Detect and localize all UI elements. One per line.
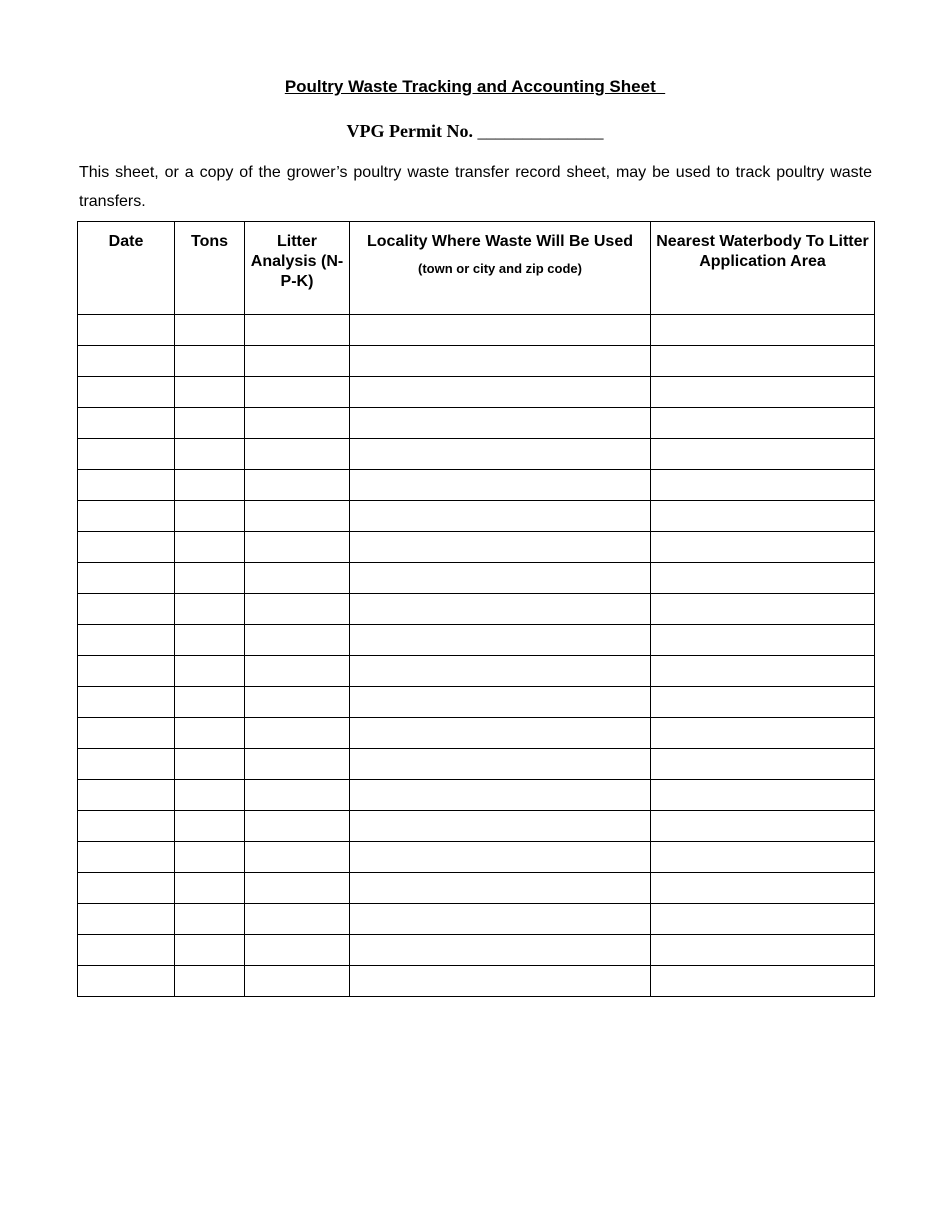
- cell-litter-analysis[interactable]: [245, 470, 350, 501]
- cell-tons[interactable]: [175, 718, 245, 749]
- table-row: [78, 718, 875, 749]
- cell-litter-analysis[interactable]: [245, 811, 350, 842]
- table-row: [78, 687, 875, 718]
- cell-date[interactable]: [78, 594, 175, 625]
- cell-waterbody[interactable]: [651, 563, 875, 594]
- cell-date[interactable]: [78, 780, 175, 811]
- permit-label: VPG Permit No.: [346, 121, 473, 141]
- cell-tons[interactable]: [175, 904, 245, 935]
- cell-date[interactable]: [78, 842, 175, 873]
- cell-date[interactable]: [78, 749, 175, 780]
- cell-litter-analysis[interactable]: [245, 935, 350, 966]
- cell-tons[interactable]: [175, 935, 245, 966]
- cell-tons[interactable]: [175, 377, 245, 408]
- cell-waterbody[interactable]: [651, 532, 875, 563]
- cell-litter-analysis[interactable]: [245, 625, 350, 656]
- cell-tons[interactable]: [175, 656, 245, 687]
- cell-locality[interactable]: [350, 501, 651, 532]
- cell-locality[interactable]: [350, 439, 651, 470]
- cell-date[interactable]: [78, 966, 175, 997]
- cell-locality[interactable]: [350, 408, 651, 439]
- cell-waterbody[interactable]: [651, 935, 875, 966]
- table-row: [78, 532, 875, 563]
- cell-date[interactable]: [78, 470, 175, 501]
- cell-date[interactable]: [78, 873, 175, 904]
- cell-date[interactable]: [78, 811, 175, 842]
- cell-litter-analysis[interactable]: [245, 873, 350, 904]
- table-row: [78, 966, 875, 997]
- table-row: [78, 904, 875, 935]
- cell-tons[interactable]: [175, 470, 245, 501]
- document-title: [0, 76, 950, 98]
- table-row: [78, 501, 875, 532]
- cell-litter-analysis[interactable]: [245, 594, 350, 625]
- cell-tons[interactable]: [175, 563, 245, 594]
- cell-waterbody[interactable]: [651, 470, 875, 501]
- cell-tons[interactable]: [175, 501, 245, 532]
- table-row: [78, 935, 875, 966]
- cell-litter-analysis[interactable]: [245, 718, 350, 749]
- cell-tons[interactable]: [175, 966, 245, 997]
- cell-tons[interactable]: [175, 811, 245, 842]
- header-date: Date: [78, 222, 175, 315]
- cell-locality[interactable]: [350, 873, 651, 904]
- cell-date[interactable]: [78, 315, 175, 346]
- table-row: [78, 377, 875, 408]
- cell-tons[interactable]: [175, 842, 245, 873]
- cell-date[interactable]: [78, 377, 175, 408]
- cell-date[interactable]: [78, 904, 175, 935]
- header-waterbody: [651, 222, 875, 315]
- cell-tons[interactable]: [175, 873, 245, 904]
- header-tons: Tons: [175, 222, 245, 315]
- permit-number-line: [0, 120, 950, 142]
- cell-date[interactable]: [78, 656, 175, 687]
- cell-waterbody[interactable]: [651, 439, 875, 470]
- cell-waterbody[interactable]: [651, 749, 875, 780]
- cell-date[interactable]: [78, 563, 175, 594]
- table-body: [78, 315, 875, 997]
- cell-waterbody[interactable]: [651, 346, 875, 377]
- table-row: [78, 749, 875, 780]
- document-title-text: Poultry Waste Tracking and Accounting Sheet: [284, 77, 666, 96]
- cell-locality[interactable]: [350, 780, 651, 811]
- permit-number-blank[interactable]: ______________: [477, 121, 604, 141]
- cell-litter-analysis[interactable]: [245, 780, 350, 811]
- table-row: [78, 470, 875, 501]
- cell-locality[interactable]: [350, 563, 651, 594]
- cell-date[interactable]: [78, 346, 175, 377]
- cell-litter-analysis[interactable]: [245, 842, 350, 873]
- tracking-table: [77, 221, 875, 997]
- header-litter-analysis: [245, 222, 350, 315]
- cell-locality[interactable]: [350, 935, 651, 966]
- intro-paragraph: This sheet, or a copy of the grower’s poultry waste transfer record sheet, may be used to track poultry waste transfers.: [79, 164, 872, 210]
- cell-locality[interactable]: [350, 315, 651, 346]
- cell-waterbody[interactable]: [651, 625, 875, 656]
- cell-waterbody[interactable]: [651, 811, 875, 842]
- cell-tons[interactable]: [175, 346, 245, 377]
- cell-locality[interactable]: [350, 377, 651, 408]
- cell-locality[interactable]: [350, 656, 651, 687]
- cell-date[interactable]: [78, 687, 175, 718]
- cell-locality[interactable]: [350, 749, 651, 780]
- cell-locality[interactable]: [350, 904, 651, 935]
- table-row: [78, 873, 875, 904]
- cell-date[interactable]: [78, 625, 175, 656]
- cell-waterbody[interactable]: [651, 408, 875, 439]
- cell-litter-analysis[interactable]: [245, 563, 350, 594]
- cell-litter-analysis[interactable]: [245, 656, 350, 687]
- table-row: [78, 656, 875, 687]
- cell-locality[interactable]: [350, 625, 651, 656]
- cell-tons[interactable]: [175, 439, 245, 470]
- cell-litter-analysis[interactable]: [245, 501, 350, 532]
- cell-date[interactable]: [78, 439, 175, 470]
- table-row: [78, 439, 875, 470]
- cell-waterbody[interactable]: [651, 501, 875, 532]
- cell-waterbody[interactable]: [651, 377, 875, 408]
- cell-litter-analysis[interactable]: [245, 532, 350, 563]
- cell-tons[interactable]: [175, 687, 245, 718]
- cell-waterbody[interactable]: [651, 966, 875, 997]
- cell-waterbody[interactable]: [651, 904, 875, 935]
- cell-waterbody[interactable]: [651, 842, 875, 873]
- header-locality: [350, 222, 651, 315]
- cell-waterbody[interactable]: [651, 873, 875, 904]
- table-row: [78, 594, 875, 625]
- cell-litter-analysis[interactable]: [245, 408, 350, 439]
- cell-waterbody[interactable]: [651, 315, 875, 346]
- cell-litter-analysis[interactable]: [245, 687, 350, 718]
- table-row: [78, 346, 875, 377]
- cell-litter-analysis[interactable]: [245, 749, 350, 780]
- cell-date[interactable]: [78, 718, 175, 749]
- cell-litter-analysis[interactable]: [245, 904, 350, 935]
- cell-locality[interactable]: [350, 842, 651, 873]
- cell-locality[interactable]: [350, 811, 651, 842]
- cell-locality[interactable]: [350, 687, 651, 718]
- cell-date[interactable]: [78, 935, 175, 966]
- header-locality-text: Locality Where Waste Will Be Used: [367, 233, 633, 250]
- cell-litter-analysis[interactable]: [245, 439, 350, 470]
- cell-tons[interactable]: [175, 532, 245, 563]
- cell-tons[interactable]: [175, 594, 245, 625]
- table-row: [78, 563, 875, 594]
- cell-date[interactable]: [78, 408, 175, 439]
- cell-locality[interactable]: [350, 346, 651, 377]
- table-row: [78, 842, 875, 873]
- cell-litter-analysis[interactable]: [245, 377, 350, 408]
- table-row: [78, 408, 875, 439]
- cell-waterbody[interactable]: [651, 687, 875, 718]
- cell-tons[interactable]: [175, 408, 245, 439]
- cell-locality[interactable]: [350, 594, 651, 625]
- cell-locality[interactable]: [350, 718, 651, 749]
- table-row: [78, 780, 875, 811]
- table-header-row: [78, 222, 875, 315]
- cell-date[interactable]: [78, 501, 175, 532]
- table-row: [78, 811, 875, 842]
- cell-litter-analysis[interactable]: [245, 966, 350, 997]
- table-row: [78, 625, 875, 656]
- table-row: [78, 315, 875, 346]
- cell-waterbody[interactable]: [651, 594, 875, 625]
- cell-locality[interactable]: [350, 532, 651, 563]
- cell-locality[interactable]: [350, 470, 651, 501]
- cell-litter-analysis[interactable]: [245, 346, 350, 377]
- cell-waterbody[interactable]: [651, 780, 875, 811]
- cell-tons[interactable]: [175, 780, 245, 811]
- cell-tons[interactable]: [175, 625, 245, 656]
- cell-tons[interactable]: [175, 315, 245, 346]
- cell-date[interactable]: [78, 532, 175, 563]
- header-locality-note: (town or city and zip code): [418, 261, 582, 276]
- cell-waterbody[interactable]: [651, 718, 875, 749]
- header-litter-analysis-text: Litter Analysis (N-P-K): [250, 233, 344, 290]
- cell-litter-analysis[interactable]: [245, 315, 350, 346]
- cell-locality[interactable]: [350, 966, 651, 997]
- cell-waterbody[interactable]: [651, 656, 875, 687]
- header-waterbody-text: Nearest Waterbody To Litter Application Area: [656, 233, 869, 270]
- cell-tons[interactable]: [175, 749, 245, 780]
